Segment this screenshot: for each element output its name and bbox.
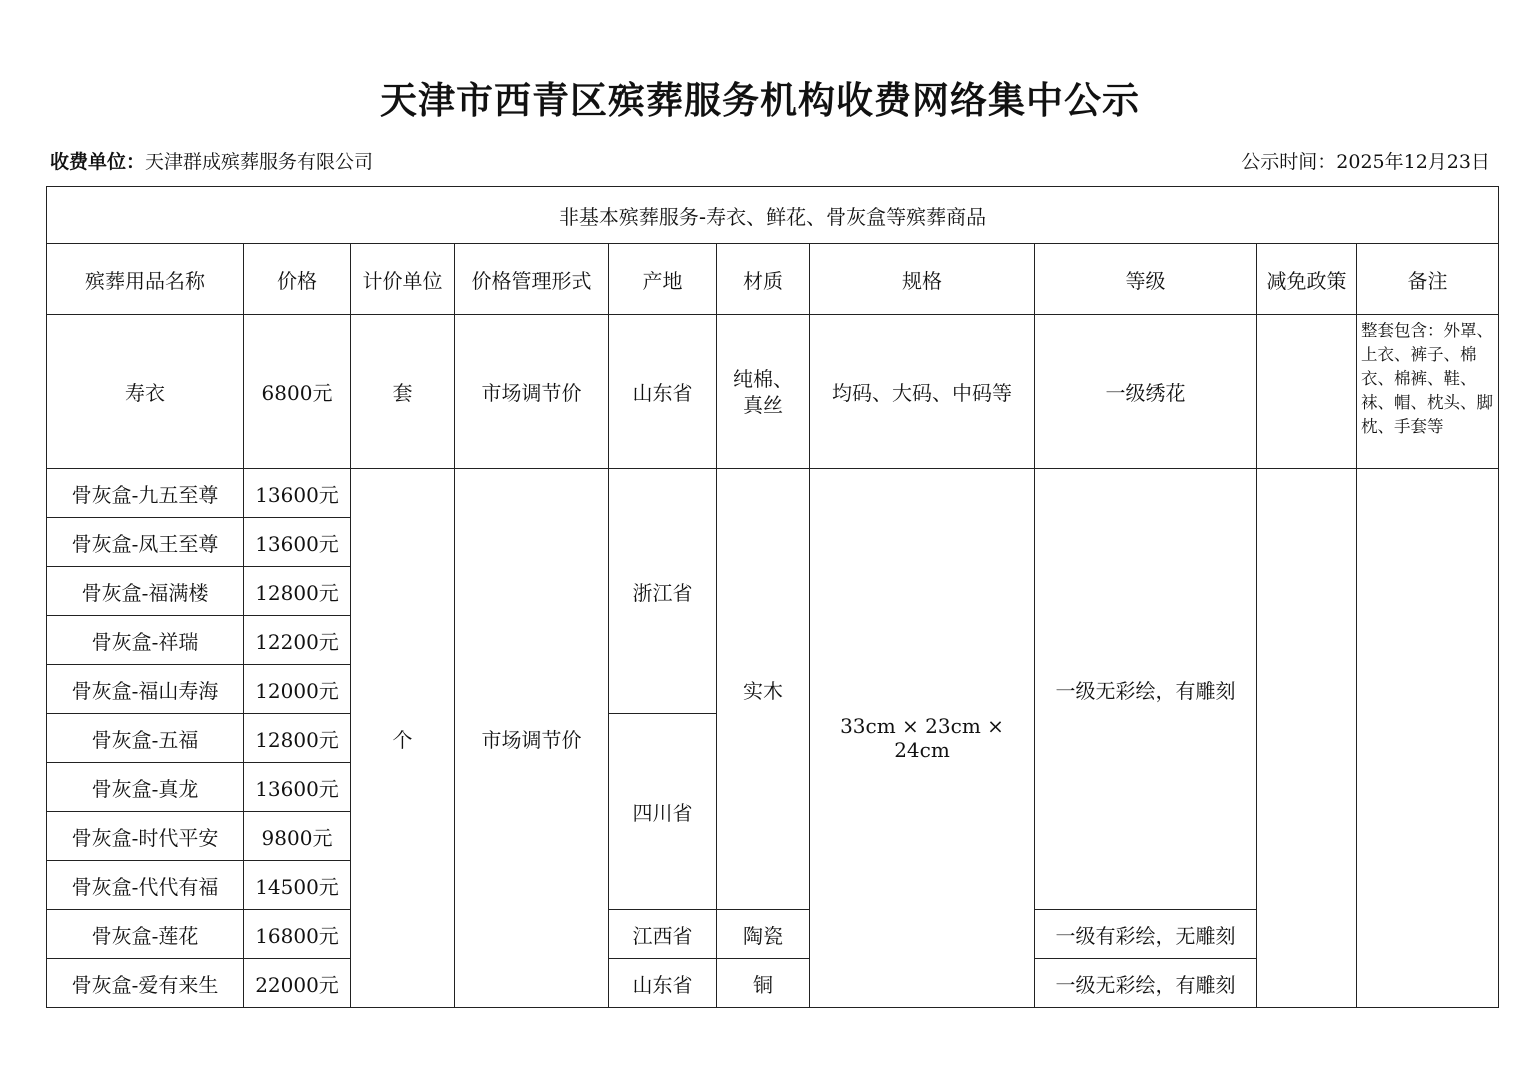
urn-grade: 一级有彩绘，无雕刻 [1035,910,1257,959]
header-cell: 价格管理形式 [455,244,609,315]
item-name: 骨灰盒-福山寿海 [47,665,244,714]
item-price: 12800元 [244,714,351,763]
item-price: 13600元 [244,763,351,812]
urn-grade: 一级无彩绘，有雕刻 [1035,469,1257,910]
item-price: 16800元 [244,910,351,959]
item-name: 骨灰盒-凤王至尊 [47,518,244,567]
item-note: 整套包含：外罩、上衣、裤子、棉衣、棉裤、鞋、袜、帽、枕头、脚枕、手套等 [1357,315,1499,469]
page-title: 天津市西青区殡葬服务机构收费网络集中公示 [380,79,1140,122]
item-material [717,315,810,469]
header-cell: 殡葬用品名称 [47,244,244,315]
item-name: 骨灰盒-九五至尊 [47,469,244,518]
header-cell: 备注 [1357,244,1499,315]
fee-unit-value: 天津群成殡葬服务有限公司 [145,151,374,173]
item-name: 骨灰盒-真龙 [47,763,244,812]
item-price: 6800元 [244,315,351,469]
item-name: 骨灰盒-时代平安 [47,812,244,861]
urn-material: 陶瓷 [717,910,810,959]
item-price: 12800元 [244,567,351,616]
item-price: 9800元 [244,812,351,861]
table-row [47,469,1499,518]
item-price: 12200元 [244,616,351,665]
header-cell: 材质 [717,244,810,315]
urn-grade: 一级无彩绘，有雕刻 [1035,959,1257,1008]
item-name: 骨灰盒-福满楼 [47,567,244,616]
urn-origin: 浙江省 [609,469,717,714]
header-cell: 价格 [244,244,351,315]
table-row [47,315,1499,469]
fee-unit [50,147,373,174]
item-origin: 山东省 [609,315,717,469]
urn-note [1357,469,1499,1008]
item-name: 寿衣 [47,315,244,469]
material-line: 真丝 [743,392,783,417]
fee-unit-label: 收费单位： [50,151,146,173]
item-price: 22000元 [244,959,351,1008]
publish-date [1241,147,1490,174]
item-price: 12000元 [244,665,351,714]
item-grade: 一级绣花 [1035,315,1257,469]
urn-spec: 33cm × 23cm × 24cm [810,469,1035,1008]
header-cell: 规格 [810,244,1035,315]
header-row [47,244,1499,315]
fee-table [46,186,1499,1008]
urn-unit: 个 [351,469,455,1008]
header-cell: 产地 [609,244,717,315]
publish-date-label: 公示时间： [1241,151,1337,173]
urn-origin: 江西省 [609,910,717,959]
item-name: 骨灰盒-五福 [47,714,244,763]
urn-material: 铜 [717,959,810,1008]
item-management: 市场调节价 [455,315,609,469]
item-price: 13600元 [244,518,351,567]
section-title: 非基本殡葬服务-寿衣、鲜花、骨灰盒等殡葬商品 [47,187,1499,244]
urn-origin: 山东省 [609,959,717,1008]
header-cell: 计价单位 [351,244,455,315]
urn-policy [1257,469,1357,1008]
item-unit: 套 [351,315,455,469]
header-cell: 减免政策 [1257,244,1357,315]
item-spec: 均码、大码、中码等 [810,315,1035,469]
item-name: 骨灰盒-爱有来生 [47,959,244,1008]
header-cell: 等级 [1035,244,1257,315]
urn-origin: 四川省 [609,714,717,910]
urn-management: 市场调节价 [455,469,609,1008]
item-name: 骨灰盒-祥瑞 [47,616,244,665]
item-name: 骨灰盒-代代有福 [47,861,244,910]
material-line: 纯棉、 [733,366,793,391]
item-name: 骨灰盒-莲花 [47,910,244,959]
item-price: 14500元 [244,861,351,910]
item-policy [1257,315,1357,469]
item-price: 13600元 [244,469,351,518]
urn-material: 实木 [717,469,810,910]
publish-date-value: 2025年12月23日 [1336,151,1490,173]
